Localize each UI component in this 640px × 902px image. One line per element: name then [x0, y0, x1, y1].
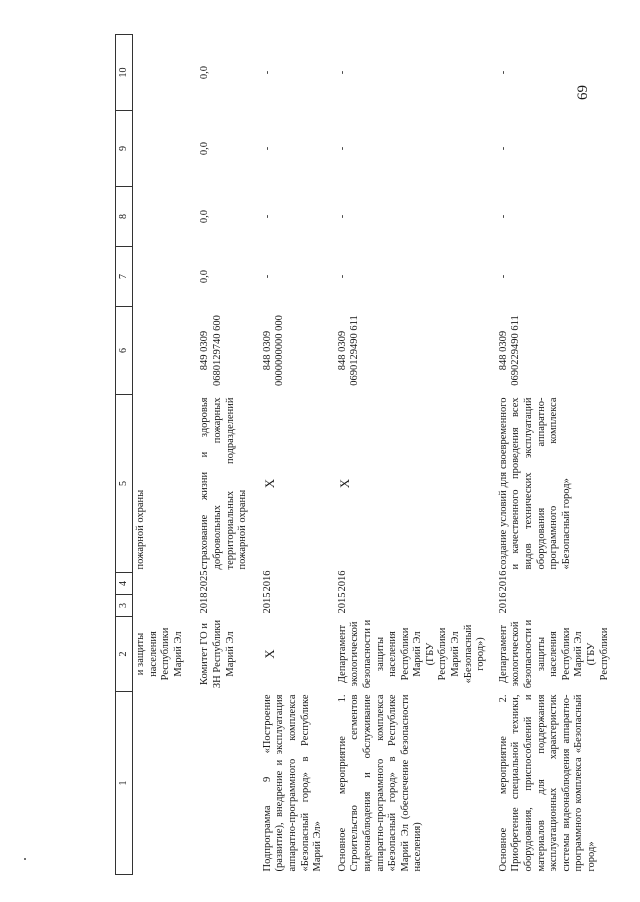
- cell-result: X: [261, 478, 277, 489]
- cell-value-10: 0,0: [199, 65, 211, 80]
- cell-start-year: [133, 595, 196, 617]
- cell-start-year: 2015: [261, 592, 273, 614]
- cell-executor: и защиты населения Республики Марий Эл: [135, 627, 184, 681]
- cell-start-year: 2018: [199, 592, 211, 614]
- table-row: [258, 35, 333, 875]
- cell-value-8: 0,0: [199, 209, 211, 224]
- cell-value-10: [133, 35, 196, 111]
- cell-program: Основное мероприятие 2. Приобретение специальной техники, оборудования, приспособлений и материалов для поддержания эксплуатационных характеристик системы видеонаблюдения аппаратно-программного комплекса «Безопасный город»: [497, 694, 597, 872]
- cell-value-9: -: [261, 146, 273, 151]
- cell-program: [133, 692, 196, 875]
- page-number: 69: [575, 85, 591, 100]
- cell-end-year: 2016: [336, 570, 348, 592]
- table-row: [333, 35, 494, 875]
- cell-value-8: -: [336, 214, 348, 219]
- cell-value-7: -: [261, 274, 273, 279]
- cell-budget-code: 848 0309 0000000000 000: [261, 315, 286, 386]
- header-col-7: 7: [116, 247, 133, 307]
- cell-executor: Департамент экологической безопасности и защиты населения Республики Марий Эл (ГБУ Республики Марий Эл «Безопасный город»): [336, 619, 487, 689]
- cell-end-year: [133, 573, 196, 595]
- cell-value-7: [133, 247, 196, 307]
- cell-executor: X: [261, 649, 277, 659]
- cell-program: Подпрограмма 9 «Построение (развитие), внедрение и эксплуатация аппаратно-программного комплекса «Безопасный город» в Республике Марий Эл»: [261, 694, 324, 872]
- cell-budget-code: 849 0309 0680129740 600: [199, 315, 223, 386]
- table-row: [133, 35, 196, 875]
- cell-value-9: -: [336, 146, 348, 151]
- header-col-1: 1: [116, 692, 133, 875]
- budget-table: [115, 34, 613, 875]
- header-col-4: 4: [116, 573, 133, 595]
- header-col-3: 3: [116, 595, 133, 617]
- header-col-5: 5: [116, 395, 133, 573]
- cell-start-year: 2015: [336, 592, 348, 614]
- cell-program: [195, 692, 257, 875]
- cell-start-year: 2016: [497, 592, 509, 614]
- header-col-10: 10: [116, 35, 133, 111]
- table-row: [494, 35, 613, 875]
- cell-end-year: 2016: [261, 570, 273, 592]
- cell-end-year: 2025: [199, 570, 211, 592]
- header-col-8: 8: [116, 187, 133, 247]
- cell-value-10: -: [336, 70, 348, 75]
- cell-value-9: 0,0: [199, 141, 211, 156]
- cell-value-7: 0,0: [199, 269, 211, 284]
- cell-value-9: [133, 111, 196, 187]
- scan-speck: [24, 858, 26, 860]
- cell-program: Основное мероприятие 1. Строительство сегментов видеонаблюдения и обслуживание аппаратно-программного комплекса «Безопасный город» в Республике Марий Эл (обеспечение безопасности населения): [336, 694, 424, 872]
- cell-value-9: -: [497, 146, 509, 151]
- cell-budget-code: 848 0309 0690229490 611: [497, 315, 522, 386]
- header-row: [116, 35, 133, 875]
- cell-result: пожарной охраны: [135, 489, 146, 570]
- cell-value-10: -: [497, 70, 509, 75]
- cell-value-8: -: [261, 214, 273, 219]
- cell-result: страхование жизни и здоровья добровольных пожарных территориальных подразделений пожарной охраны: [199, 397, 249, 570]
- cell-executor: Комитет ГО и ЗН Республики Марий Эл: [199, 619, 236, 689]
- cell-value-8: -: [497, 214, 509, 219]
- header-col-2: 2: [116, 617, 133, 692]
- cell-executor: Департамент экологической безопасности и защиты населения Республики Марий Эл (ГБУ Республики: [497, 619, 610, 689]
- table-row: [195, 35, 257, 875]
- rotated-table-container: [115, 35, 610, 875]
- cell-value-7: -: [497, 274, 509, 279]
- cell-result: создание условий для своевременного и качественного проведения всех видов технических эксплуатаций оборудования аппаратно-программного комплекса «Безопасный город»: [497, 397, 572, 570]
- cell-value-8: [133, 187, 196, 247]
- cell-value-10: -: [261, 70, 273, 75]
- header-col-6: 6: [116, 307, 133, 395]
- cell-value-7: -: [336, 274, 348, 279]
- cell-end-year: 2016: [497, 570, 509, 592]
- cell-result: X: [336, 478, 352, 489]
- cell-budget-code: 848 0309 0690129490 611: [336, 315, 361, 386]
- header-col-9: 9: [116, 111, 133, 187]
- cell-budget-code: [133, 307, 196, 395]
